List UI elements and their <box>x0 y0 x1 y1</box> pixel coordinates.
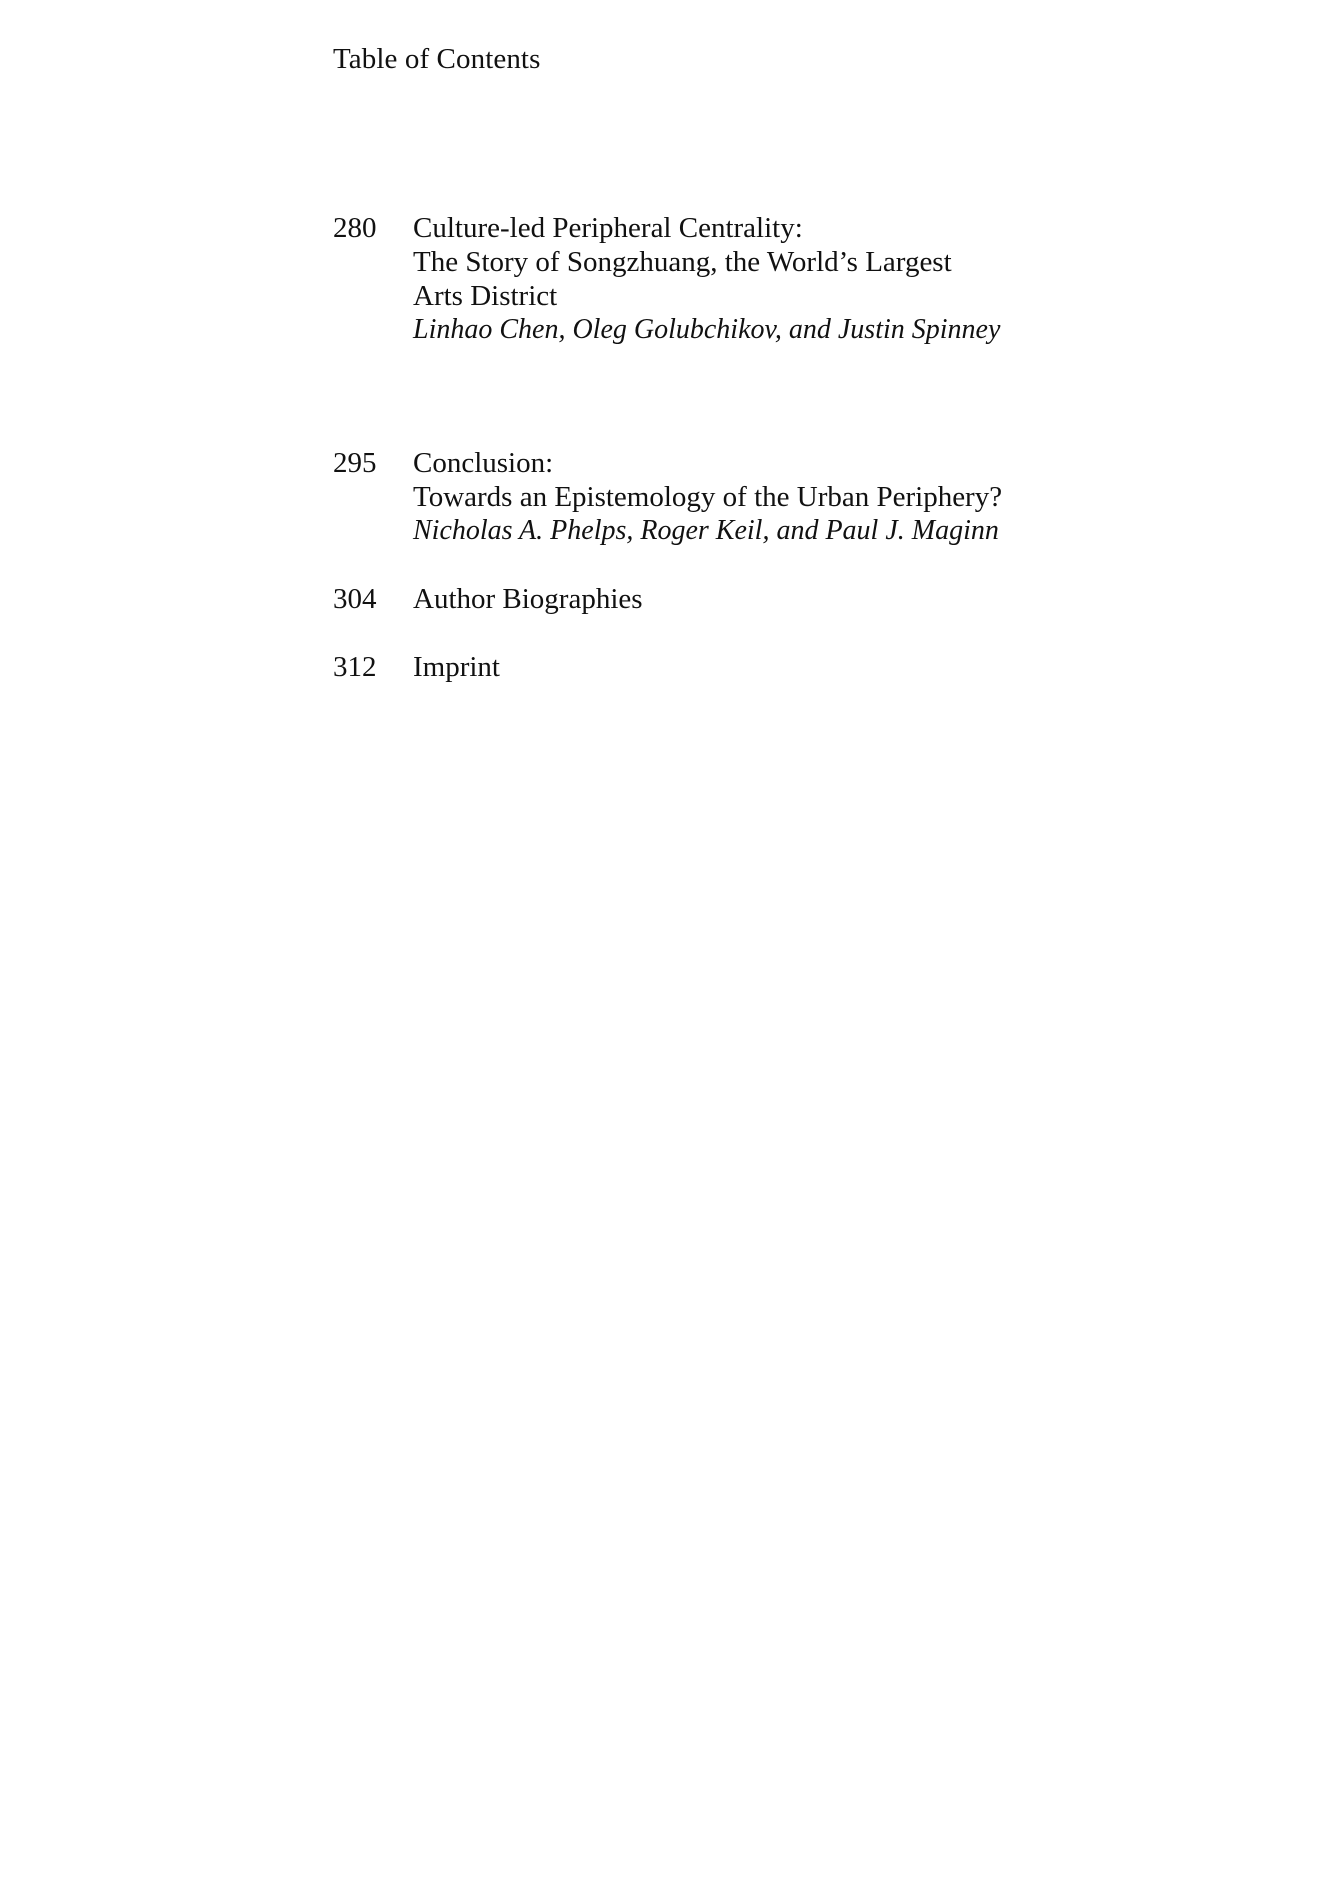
toc-entry-body <box>413 650 1153 684</box>
toc-authors: Linhao Chen, Oleg Golubchikov, and Justin Spinney <box>413 314 1001 345</box>
toc-page-number: 304 <box>333 583 377 615</box>
toc-title-line: The Story of Songzhuang, the World’s Largest <box>413 246 952 278</box>
toc-title-line: Culture-led Peripheral Centrality: <box>413 212 803 244</box>
toc-title-line: Author Biographies <box>413 583 643 615</box>
toc-title-line: Towards an Epistemology of the Urban Periphery? <box>413 481 1003 513</box>
toc-entry-body <box>413 582 1153 616</box>
running-head: Table of Contents <box>333 43 541 75</box>
toc-page-number: 312 <box>333 651 377 683</box>
toc-page-number: 280 <box>333 212 377 244</box>
toc-title-line: Arts District <box>413 280 558 312</box>
toc-page-number: 295 <box>333 447 377 479</box>
toc-entry-body <box>413 211 1153 347</box>
toc-authors: Nicholas A. Phelps, Roger Keil, and Paul J. Maginn <box>413 515 999 546</box>
toc-entry-body <box>413 446 1153 548</box>
toc-title-line: Imprint <box>413 651 500 683</box>
toc-title-line: Conclusion: <box>413 447 554 479</box>
